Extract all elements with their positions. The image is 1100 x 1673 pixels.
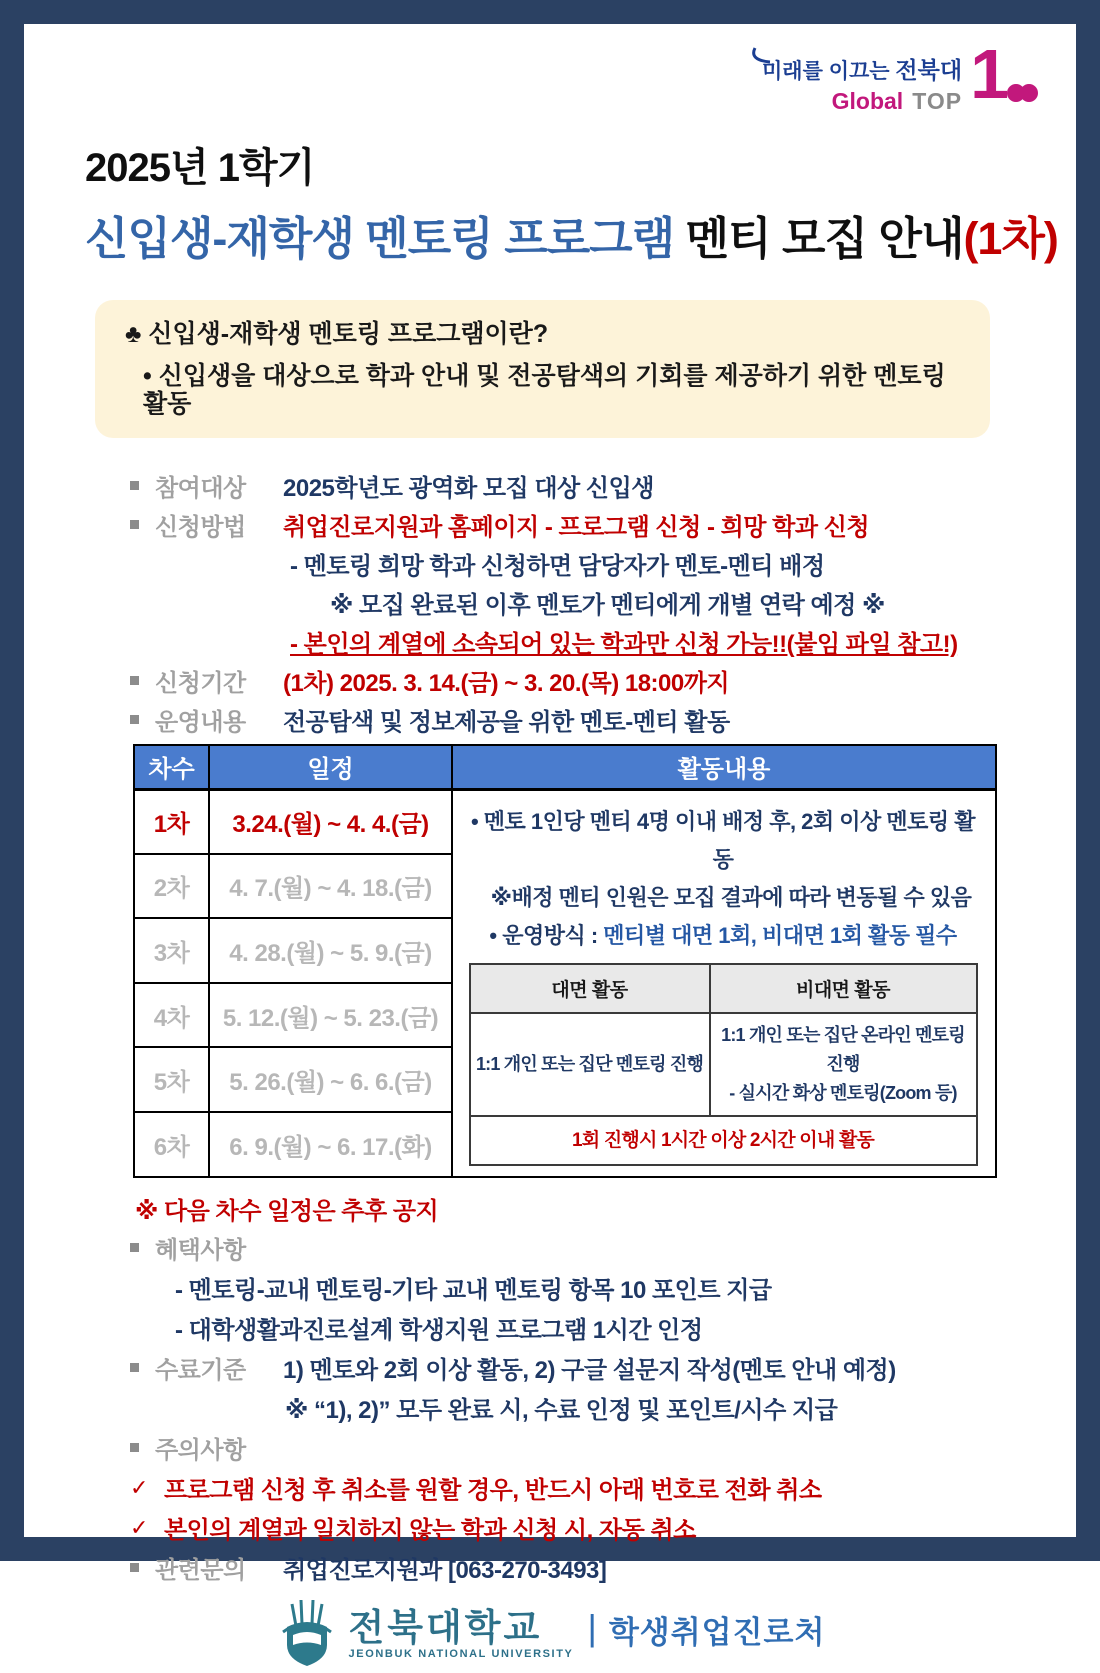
info-value: 전공탐색 및 정보제공을 위한 멘토-멘티 활동 — [283, 709, 730, 736]
infinity-circle-icon — [1020, 84, 1038, 102]
top-label: TOP — [912, 88, 963, 114]
square-bullet-icon — [130, 715, 139, 724]
check-icon: ✓ — [130, 1474, 148, 1500]
info-value: 취업진로지원과 홈페이지 - 프로그램 신청 - 희망 학과 신청 — [283, 514, 870, 541]
round-cell: 4차 — [134, 983, 209, 1048]
round-cell: 2차 — [134, 854, 209, 919]
clover-icon: ♣ — [125, 320, 142, 348]
round-cell: 5차 — [134, 1047, 209, 1112]
department-name: 학생취업진로처 — [608, 1614, 826, 1650]
col-header-round: 차수 — [134, 745, 209, 789]
period-cell: 5. 12.(월) ~ 5. 23.(금) — [209, 983, 452, 1048]
activity-cell — [452, 789, 996, 1177]
info-label: 혜택사항 — [155, 1237, 246, 1264]
activity-line1: • 멘토 1인당 멘티 4명 이내 배정 후, 2회 이상 멘토링 활동 — [470, 808, 976, 872]
square-bullet-icon — [130, 676, 139, 685]
method-table — [469, 963, 978, 1166]
apply-sub-contact: ※ 모집 완료된 이후 멘토가 멘티에게 개별 연락 예정 ※ — [330, 592, 885, 619]
completion-row — [24, 1348, 1076, 1388]
apply-sub-assign: - 멘토링 희망 학과 신청하면 담당자가 멘토-멘티 배정 — [290, 553, 825, 580]
tagline-prefix: 미래를 이끄는 — [762, 60, 896, 83]
info-label: 신청기간 — [155, 670, 246, 697]
university-emblem-icon — [275, 1598, 339, 1673]
method-body-row — [470, 1013, 977, 1116]
period-cell: 4. 28.(월) ~ 5. 9.(금) — [209, 918, 452, 983]
method-header-row — [470, 964, 977, 1013]
logo-tagline — [762, 52, 962, 85]
round-cell: 3차 — [134, 918, 209, 983]
method-header-online: 비대면 활동 — [710, 964, 977, 1013]
title-program: 신입생-재학생 멘토링 프로그램 — [85, 213, 675, 264]
benefits-row — [24, 1228, 1076, 1268]
contact-value: 취업진로지원과 [063-270-3493] — [283, 1557, 607, 1584]
info-label: 신청방법 — [155, 514, 246, 541]
info-value: 1) 멘토와 2회 이상 활동, 2) 구글 설문지 작성(멘토 안내 예정) — [283, 1357, 896, 1384]
caution-item-cancel: ✓ 프로그램 신청 후 취소를 원할 경우, 반드시 아래 번호로 전화 취소 — [130, 1474, 822, 1504]
jbnu-global-top100-logo — [762, 35, 1038, 115]
period-cell: 4. 7.(월) ~ 4. 18.(금) — [209, 854, 452, 919]
period-cell: 6. 9.(월) ~ 6. 17.(화) — [209, 1112, 452, 1177]
info-list — [24, 466, 1076, 739]
info-row-participants — [24, 466, 1076, 505]
university-name-block — [348, 1607, 574, 1660]
square-bullet-icon — [130, 1443, 139, 1452]
hundred-mark — [970, 35, 1038, 113]
info-label: 주의사항 — [155, 1437, 246, 1464]
info-row-period — [24, 661, 1076, 700]
tagline-brand: 전북대 — [895, 57, 963, 83]
benefit-item-hours: - 대학생활과진로설계 학생지원 프로그램 1시간 인정 — [175, 1317, 703, 1344]
schedule-table — [133, 744, 997, 1178]
university-name-kr: 전북대학교 — [348, 1607, 543, 1648]
global-label: Global — [831, 88, 904, 114]
intro-body: • 신입생을 대상으로 학과 안내 및 전공탐색의 기회를 제공하기 위한 멘토링 활동 — [143, 362, 946, 418]
method-inperson-cell: 1:1 개인 또는 집단 멘토링 진행 — [470, 1013, 710, 1116]
info-label: 수료기준 — [155, 1357, 246, 1384]
logo-global-top — [762, 88, 962, 115]
schedule-header-row — [134, 745, 996, 789]
next-rounds-note: ※ 다음 차수 일정은 추후 공지 — [135, 1198, 439, 1225]
intro-heading: ♣ 신입생-재학생 멘토링 프로그램이란? — [125, 320, 549, 348]
round-cell: 6차 — [134, 1112, 209, 1177]
activity-line3: • 운영방식 : 멘티별 대면 1회, 비대면 1회 활동 필수 — [489, 922, 957, 948]
apply-sub-restriction: - 본인의 계열에 소속되어 있는 학과만 신청 가능!!(붙임 파일 참고!) — [290, 631, 958, 658]
method-footer-row — [470, 1116, 977, 1165]
square-bullet-icon — [130, 1363, 139, 1372]
square-bullet-icon — [130, 520, 139, 529]
round-cell: 1차 — [134, 789, 209, 854]
footer-divider: | — [587, 1607, 597, 1648]
method-duration-cell: 1회 진행시 1시간 이상 2시간 이내 활동 — [470, 1116, 977, 1165]
title-round: (1차) — [963, 213, 1058, 264]
digit-one: 1 — [970, 35, 1007, 113]
info-row-apply — [24, 505, 1076, 544]
contact-row — [24, 1548, 1076, 1588]
swoosh-icon — [748, 45, 772, 71]
square-bullet-icon — [130, 481, 139, 490]
square-bullet-icon — [130, 1243, 139, 1252]
poster-content — [24, 24, 1076, 1660]
period-cell: 3.24.(월) ~ 4. 4.(금) — [209, 789, 452, 854]
period-cell: 5. 26.(월) ~ 6. 6.(금) — [209, 1047, 452, 1112]
university-name-en: JEONBUK NATIONAL UNIVERSITY — [348, 1648, 574, 1660]
check-icon: ✓ — [130, 1514, 148, 1540]
caution-item-mismatch: ✓ 본인의 계열과 일치하지 않는 학과 신청 시, 자동 취소 — [130, 1514, 696, 1544]
col-header-activity: 활동내용 — [452, 745, 996, 789]
caution-row — [24, 1428, 1076, 1468]
page-title — [85, 213, 1076, 264]
activity-line2: ※배정 멘티 인원은 모집 결과에 따라 변동될 수 있음 — [490, 884, 972, 910]
schedule-row — [134, 789, 996, 854]
info-label: 관련문의 — [155, 1557, 246, 1584]
info-row-operation — [24, 700, 1076, 739]
method-header-inperson: 대면 활동 — [470, 964, 710, 1013]
dot-bullet-icon: • — [143, 362, 152, 390]
info-value: (1차) 2025. 3. 14.(금) ~ 3. 20.(목) 18:00까지 — [283, 670, 730, 697]
info-label: 운영내용 — [155, 709, 246, 736]
square-bullet-icon — [130, 1563, 139, 1572]
logo-text-block — [762, 46, 962, 115]
info-value: 2025학년도 광역화 모집 대상 신입생 — [283, 475, 654, 502]
benefit-item-points: - 멘토링-교내 멘토링-기타 교내 멘토링 항목 10 포인트 지급 — [175, 1277, 772, 1304]
intro-highlight-box — [95, 300, 990, 438]
info-label: 참여대상 — [155, 475, 246, 502]
footer-logo — [24, 1598, 1076, 1673]
method-online-cell: 1:1 개인 또는 집단 온라인 멘토링 진행 - 실시간 화상 멘토링(Zoom 등) — [710, 1013, 977, 1116]
semester-title: 2025년 1학기 — [85, 146, 315, 190]
completion-sub-note: ※ “1), 2)” 모두 완료 시, 수료 인정 및 포인트/시수 지급 — [285, 1397, 838, 1424]
col-header-period: 일정 — [209, 745, 452, 789]
title-recruit: 멘티 모집 안내 — [674, 213, 964, 264]
